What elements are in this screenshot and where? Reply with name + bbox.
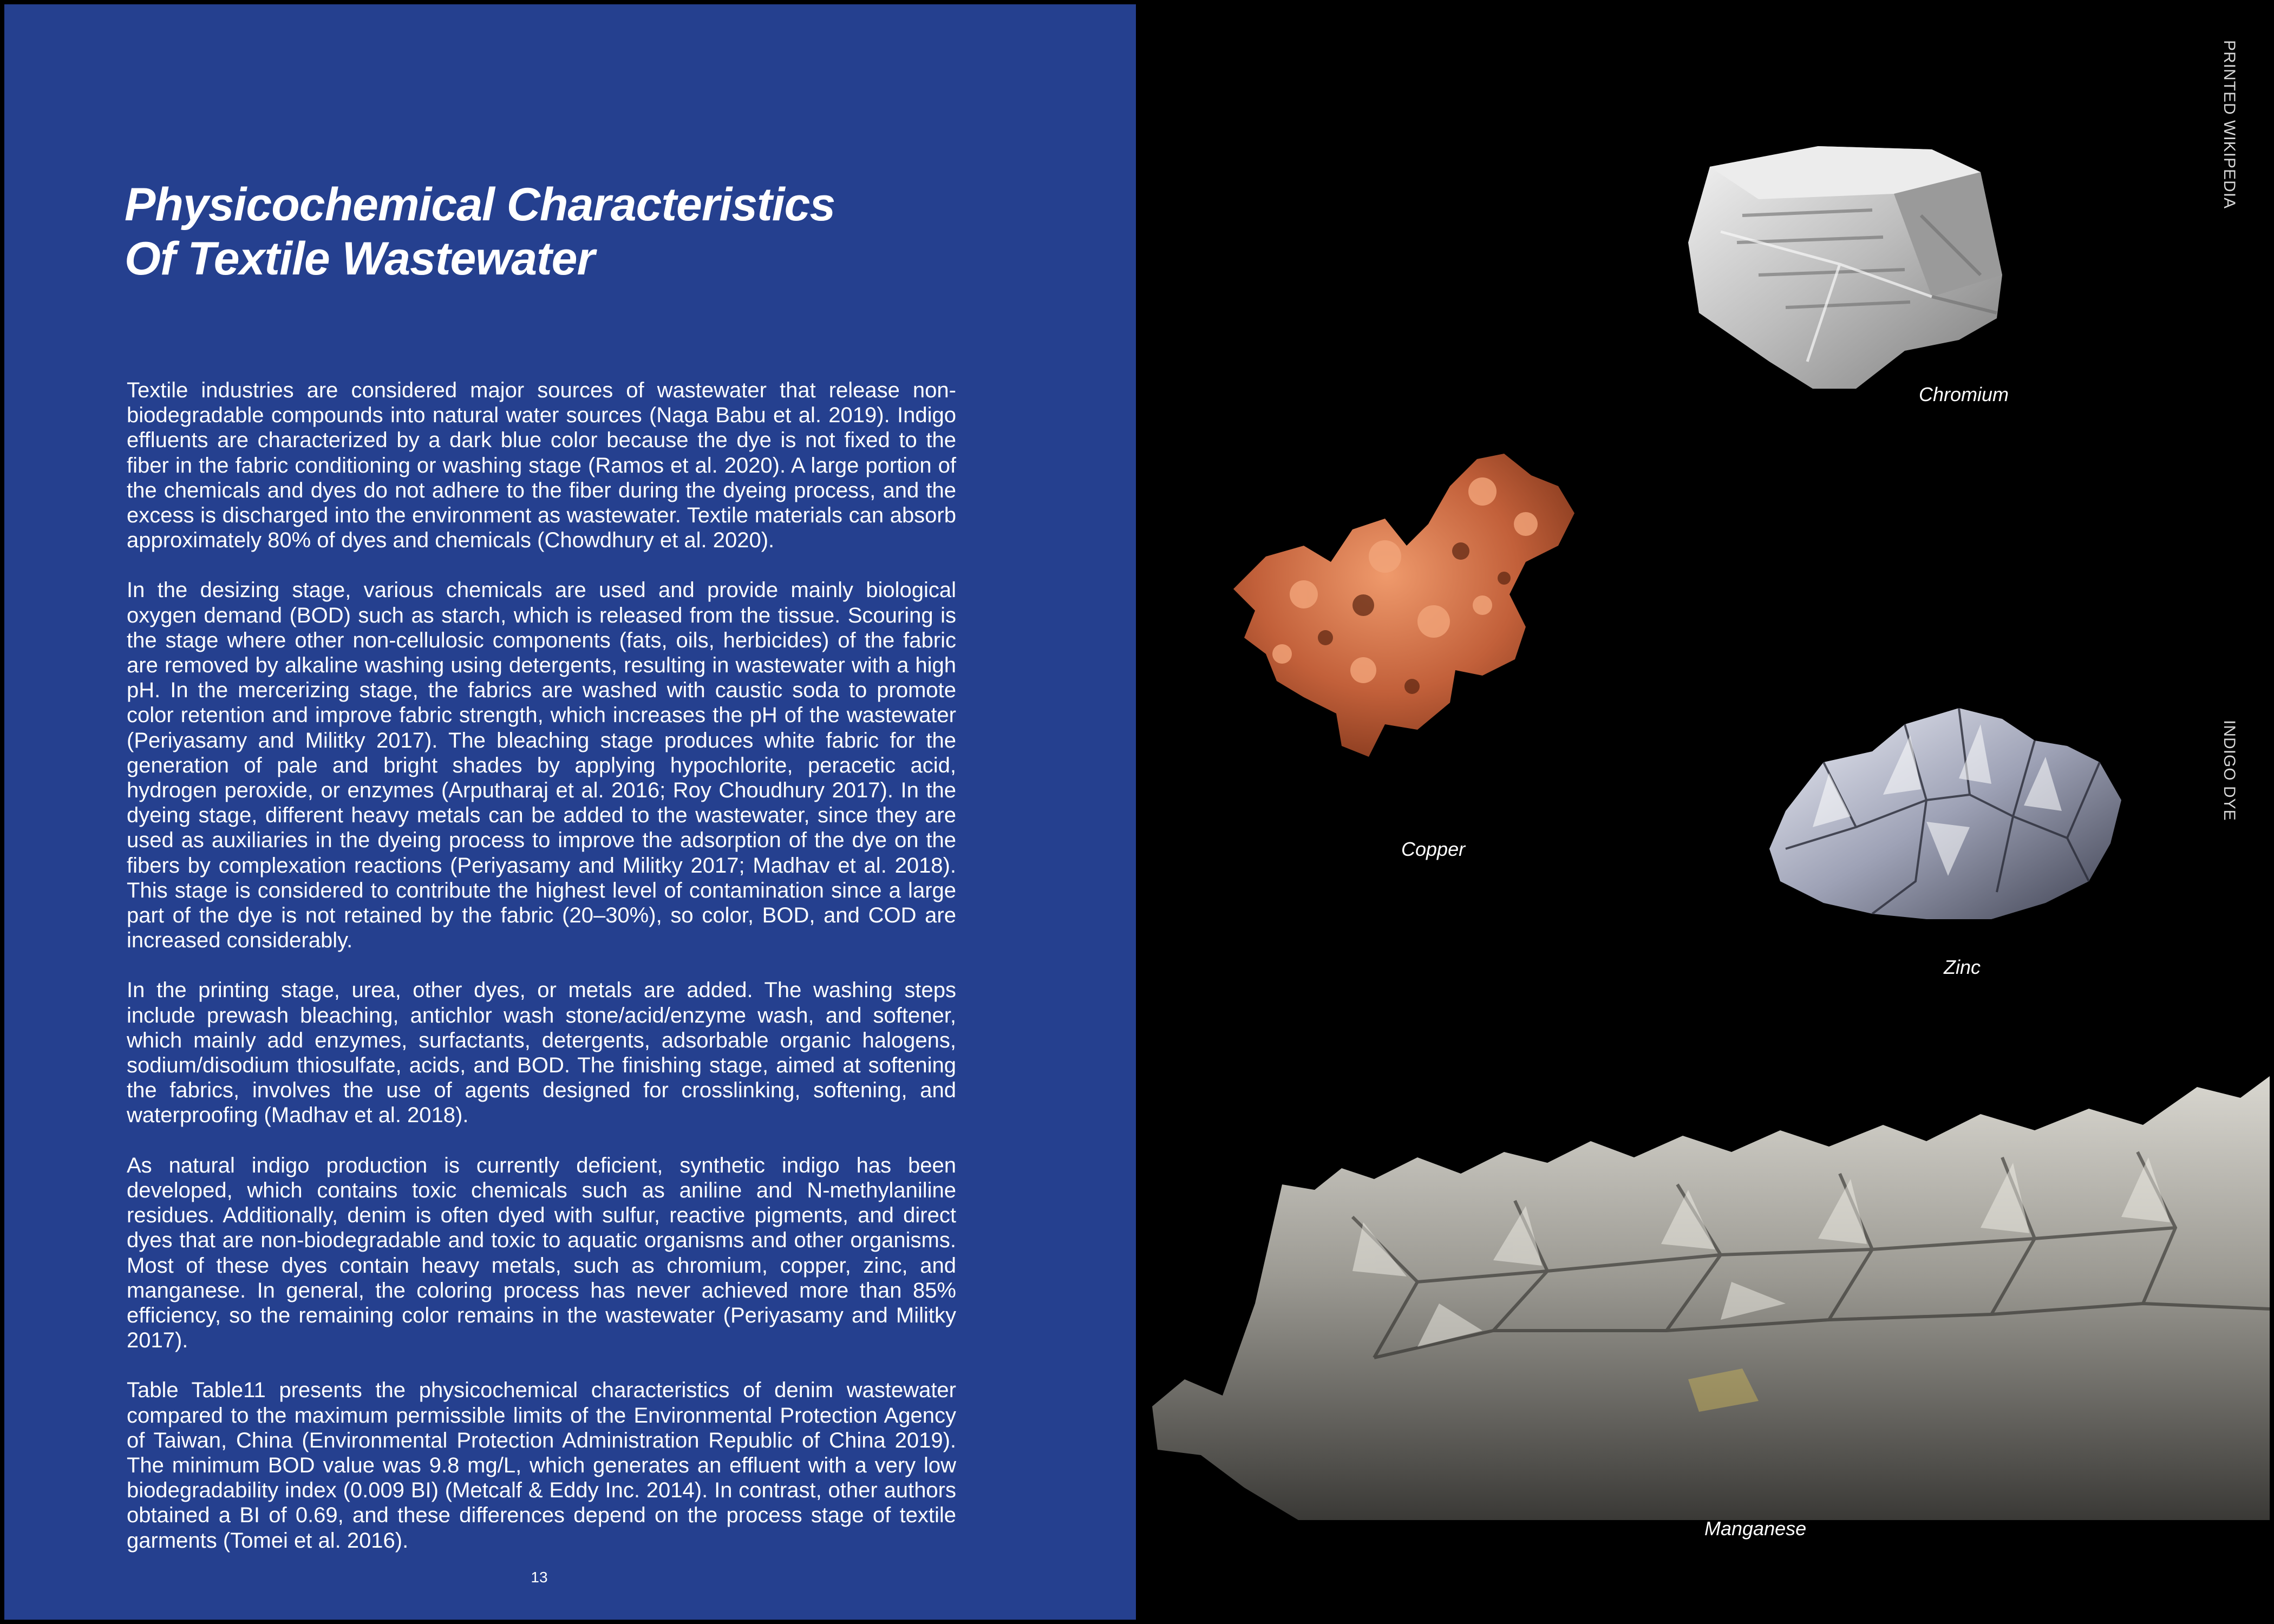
paragraph-1: Textile industries are considered major sources of wastewater that release non-biodegradable compounds into natural water sources (Naga Babu et al. 2019). Indigo effluents are characterized by a dark blue color because the dye is not fixed to the fiber in the fabric conditioning or washing stage (Ramos et al. 2020). A large portion of the chemicals and dyes do not adhere to the fiber during the dyeing process, and the excess is discharged into the environment as wastewater. Textile materials can absorb approximately 80% of dyes and chemicals (Chowdhury et al. 2020).: [127, 378, 956, 553]
paragraph-2: In the desizing stage, various chemicals are used and provide mainly biological oxygen demand (BOD) such as starch, which is released from the tissue. Scouring is the stage where other non-cellulosic components (fats, oils, herbicides) of the fabric are removed by alkaline washing using detergents, resulting in wastewater with a high pH. In the mercerizing stage, the fabrics are washed with caustic soda to promote color retention and improve fabric strength, which increases the pH of the wastewater (Periyasamy and Militky 2017). The bleaching stage produces white fabric for the generation of pale and bright shades by applying hypochlorite, peracetic acid, hydrogen peroxide, or enzymes (Arputharaj et al. 2016; Roy Choudhury 2017). In the dyeing stage, different heavy metals can be added to the wastewater, since they are used as auxiliaries in the dyeing process to improve the adsorption of the dye on the fibers by complexation reactions (Periyasamy and Militky 2017; Madhav et al. 2018). This stage is considered to contribute the highest level of contamination since a large part of the dye is not retained by the fabric (20–30%), so color, BOD, and COD are increased considerably.: [127, 578, 956, 953]
copper-image: [1223, 443, 1602, 778]
page-title: [125, 178, 1045, 286]
caption-chromium: Chromium: [1919, 383, 2009, 405]
right-page: [1136, 4, 2270, 1620]
caption-zinc: Zinc: [1944, 956, 1981, 978]
body-text: [127, 378, 956, 1578]
paragraph-5: Table Table11 presents the physicochemical characteristics of denim wastewater compared to the maximum permissible limits of the Environmental Protection Agency of Taiwan, China (Environmental Protection Administration Republic of China 2019). The minimum BOD value was 9.8 mg/L, which generates an effluent with a very low biodegradability index (0.009 BI) (Metcalf & Eddy Inc. 2014). In contrast, other authors obtained a BI of 0.69, and these differences depend on the process stage of textile garments (Tomei et al. 2016).: [127, 1378, 956, 1553]
chromium-image: [1677, 134, 2035, 405]
title-line-2: Of Textile Wastewater: [125, 233, 594, 285]
paragraph-4: As natural indigo production is currently deficient, synthetic indigo has been developed, which contains toxic chemicals such as aniline and N-methylaniline residues. Additionally, denim is often dyed with sulfur, reactive pigments, and direct dyes that are non-biodegradable and toxic to aquatic organisms and other organisms. Most of these dyes contain heavy metals, such as chromium, copper, zinc, and manganese. In general, the coloring process has never achieved more than 85% efficiency, so the remaining color remains in the wastewater (Periyasamy and Militky 2017).: [127, 1153, 956, 1353]
paragraph-3: In the printing stage, urea, other dyes, or metals are added. The washing steps include prewash bleaching, antichlor wash stone/acid/enzyme wash, and softener, which mainly add enzymes, surfactants, detergents, adsorbable organic halogens, sodium/disodium thiosulfate, acids, and BOD. The finishing stage, aimed at softening the fabrics, involves the use of agents designed for crosslinking, softening, and waterproofing (Madhav et al. 2018).: [127, 978, 956, 1128]
manganese-image: [1136, 1076, 2270, 1520]
title-line-1: Physicochemical Characteristics: [125, 179, 835, 231]
side-label-printed-wikipedia: PRINTED WIKIPEDIA: [2220, 40, 2238, 209]
caption-copper: Copper: [1401, 838, 1466, 860]
side-label-indigo-dye: INDIGO DYE: [2220, 720, 2238, 821]
caption-manganese: Manganese: [1704, 1517, 1807, 1540]
page-number: 13: [531, 1569, 548, 1586]
zinc-image: [1764, 703, 2132, 930]
left-page: [4, 4, 1136, 1620]
